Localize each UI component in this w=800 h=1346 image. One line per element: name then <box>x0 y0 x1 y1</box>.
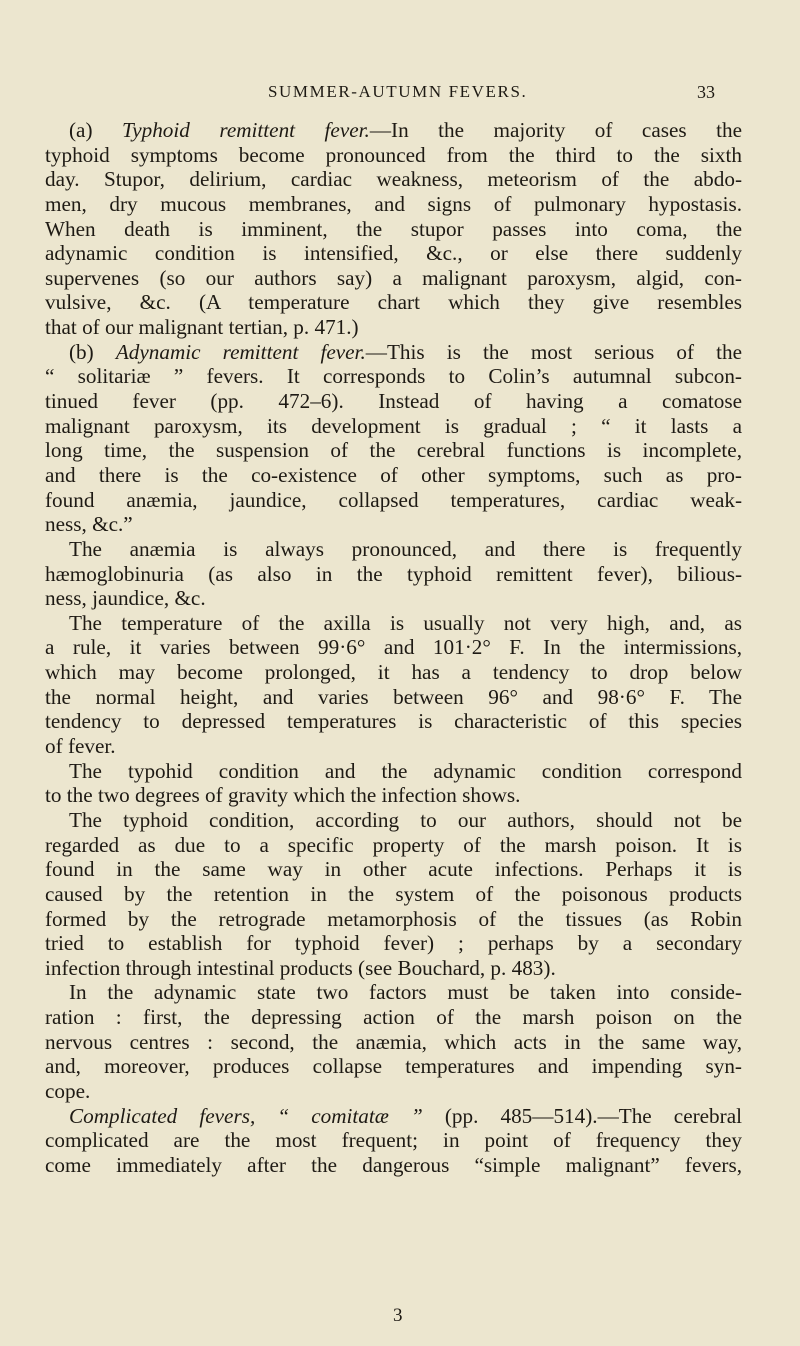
italic-text: Typhoid remittent fever. <box>122 118 370 142</box>
text-segment: “ solitariæ ” fevers. It corresponds to Colin’s autumnal subcon- <box>45 364 742 389</box>
text-segment: The anæmia is always pronounced, and there is frequently <box>69 536 742 561</box>
text-line <box>45 217 742 242</box>
text-line <box>45 980 742 1005</box>
text-segment: and there is the co-existence of other symptoms, such as pro- <box>45 462 742 487</box>
text-segment: a rule, it varies between 99·6° and 101·2° F. In the intermissions, <box>45 635 742 660</box>
text-line <box>45 143 742 168</box>
text-segment: the normal height, and varies between 96° and 98·6° F. The <box>45 684 742 709</box>
page-number: 33 <box>697 82 715 102</box>
text-segment: tried to establish for typhoid fever) ; perhaps by a secondary <box>45 931 742 956</box>
text-segment: The temperature of the axilla is usually not very high, and, as <box>69 610 742 635</box>
text-segment: The typohid condition and the adynamic condition correspond <box>69 758 742 783</box>
text-segment: nervous centres : second, the anæmia, which acts in the same way, <box>45 1029 742 1054</box>
text-segment: ness, jaundice, &c. <box>45 586 206 611</box>
text-line <box>45 290 742 315</box>
text-line <box>45 364 742 389</box>
text-segment: (a) <box>69 118 122 142</box>
text-line <box>45 808 742 833</box>
text-line <box>45 414 742 439</box>
text-line <box>45 512 742 537</box>
text-line <box>45 611 742 636</box>
text-segment: hæmoglobinuria (as also in the typhoid remittent fever), bilious- <box>45 561 742 586</box>
text-line <box>45 783 742 808</box>
text-segment: found anæmia, jaundice, collapsed temperatures, cardiac weak- <box>45 487 742 512</box>
text-segment: regarded as due to a specific property of the marsh poison. It is <box>45 832 742 857</box>
text-line <box>45 562 742 587</box>
text-line <box>45 956 742 981</box>
text-segment: ness, &c.” <box>45 512 133 537</box>
text-line <box>45 759 742 784</box>
text-segment: typhoid symptoms become pronounced from the third to the sixth <box>45 142 742 167</box>
text-line <box>45 660 742 685</box>
text-segment: infection through intestinal products (see Bouchard, p. 483). <box>45 955 556 980</box>
text-segment: long time, the suspension of the cerebral functions is incomplete, <box>45 438 742 463</box>
text-segment: men, dry mucous membranes, and signs of pulmonary hypostasis. <box>45 191 742 216</box>
text-segment: tinued fever (pp. 472–6). Instead of having a comatose <box>45 389 742 414</box>
text-segment: In the adynamic state two factors must be taken into conside- <box>69 980 742 1005</box>
signature-mark: 3 <box>393 1305 403 1326</box>
text-segment: When death is imminent, the stupor passes into coma, the <box>45 216 742 241</box>
text-line <box>45 537 742 562</box>
text-line <box>45 1054 742 1079</box>
text-line <box>45 1079 742 1104</box>
text-line <box>45 635 742 660</box>
italic-text: Complicated fevers, “ comitatæ ” <box>69 1103 423 1128</box>
page-header <box>0 82 800 112</box>
text-line <box>45 389 742 414</box>
text-segment: tendency to depressed temperatures is characteristic of this species <box>45 709 742 734</box>
text-segment: adynamic condition is intensified, &c., or else there suddenly <box>45 241 742 266</box>
text-line <box>45 833 742 858</box>
text-line <box>45 685 742 710</box>
italic-text: Adynamic remittent fever. <box>115 339 366 364</box>
text-line <box>45 1128 742 1153</box>
text-line <box>45 931 742 956</box>
text-line <box>45 882 742 907</box>
text-line <box>45 118 742 143</box>
text-segment: (b) <box>69 339 116 364</box>
text-segment: formed by the retrograde metamorphosis of the tissues (as Robin <box>45 906 742 931</box>
text-segment: —This is the most serious of the <box>365 339 743 364</box>
text-segment: The typhoid condition, according to our authors, should not be <box>69 807 742 832</box>
text-line <box>45 488 742 513</box>
running-head: SUMMER-AUTUMN FEVERS. <box>268 82 528 101</box>
text-line <box>45 315 742 340</box>
text-line <box>45 192 742 217</box>
text-segment: caused by the retention in the system of the poisonous products <box>45 881 742 906</box>
text-segment: that of our malignant tertian, p. 471.) <box>45 315 359 340</box>
text-line <box>45 1153 742 1178</box>
text-segment: malignant paroxysm, its development is gradual ; “ it lasts a <box>45 413 742 438</box>
text-segment: day. Stupor, delirium, cardiac weakness, meteorism of the abdo- <box>45 167 742 192</box>
text-line <box>45 241 742 266</box>
text-segment: to the two degrees of gravity which the infection shows. <box>45 783 521 808</box>
text-segment: vulsive, &c. (A temperature chart which they give resembles <box>45 290 742 315</box>
text-segment: cope. <box>45 1078 91 1103</box>
text-segment: which may become prolonged, it has a tendency to drop below <box>45 660 742 685</box>
text-line <box>45 340 742 365</box>
text-line <box>45 266 742 291</box>
text-line <box>45 1104 742 1129</box>
text-segment: (pp. 485—514).—The cerebral <box>422 1103 742 1128</box>
body-text <box>45 118 742 1178</box>
text-segment: —In the majority of cases the <box>369 118 743 142</box>
text-line <box>45 1030 742 1055</box>
text-segment: of fever. <box>45 734 116 759</box>
text-line <box>45 586 742 611</box>
text-segment: come immediately after the dangerous “simple malignant” fevers, <box>45 1152 742 1177</box>
text-segment: ration : first, the depressing action of the marsh poison on the <box>45 1005 742 1030</box>
text-segment: and, moreover, produces collapse temperatures and impending syn- <box>45 1054 742 1079</box>
text-segment: found in the same way in other acute infections. Perhaps it is <box>45 857 742 882</box>
text-line <box>45 438 742 463</box>
text-line <box>45 709 742 734</box>
text-line <box>45 857 742 882</box>
text-line <box>45 1005 742 1030</box>
text-line <box>45 907 742 932</box>
text-line <box>45 734 742 759</box>
text-segment: supervenes (so our authors say) a malignant paroxysm, algid, con- <box>45 265 742 290</box>
text-line <box>45 167 742 192</box>
text-line <box>45 463 742 488</box>
text-segment: complicated are the most frequent; in point of frequency they <box>45 1128 742 1153</box>
